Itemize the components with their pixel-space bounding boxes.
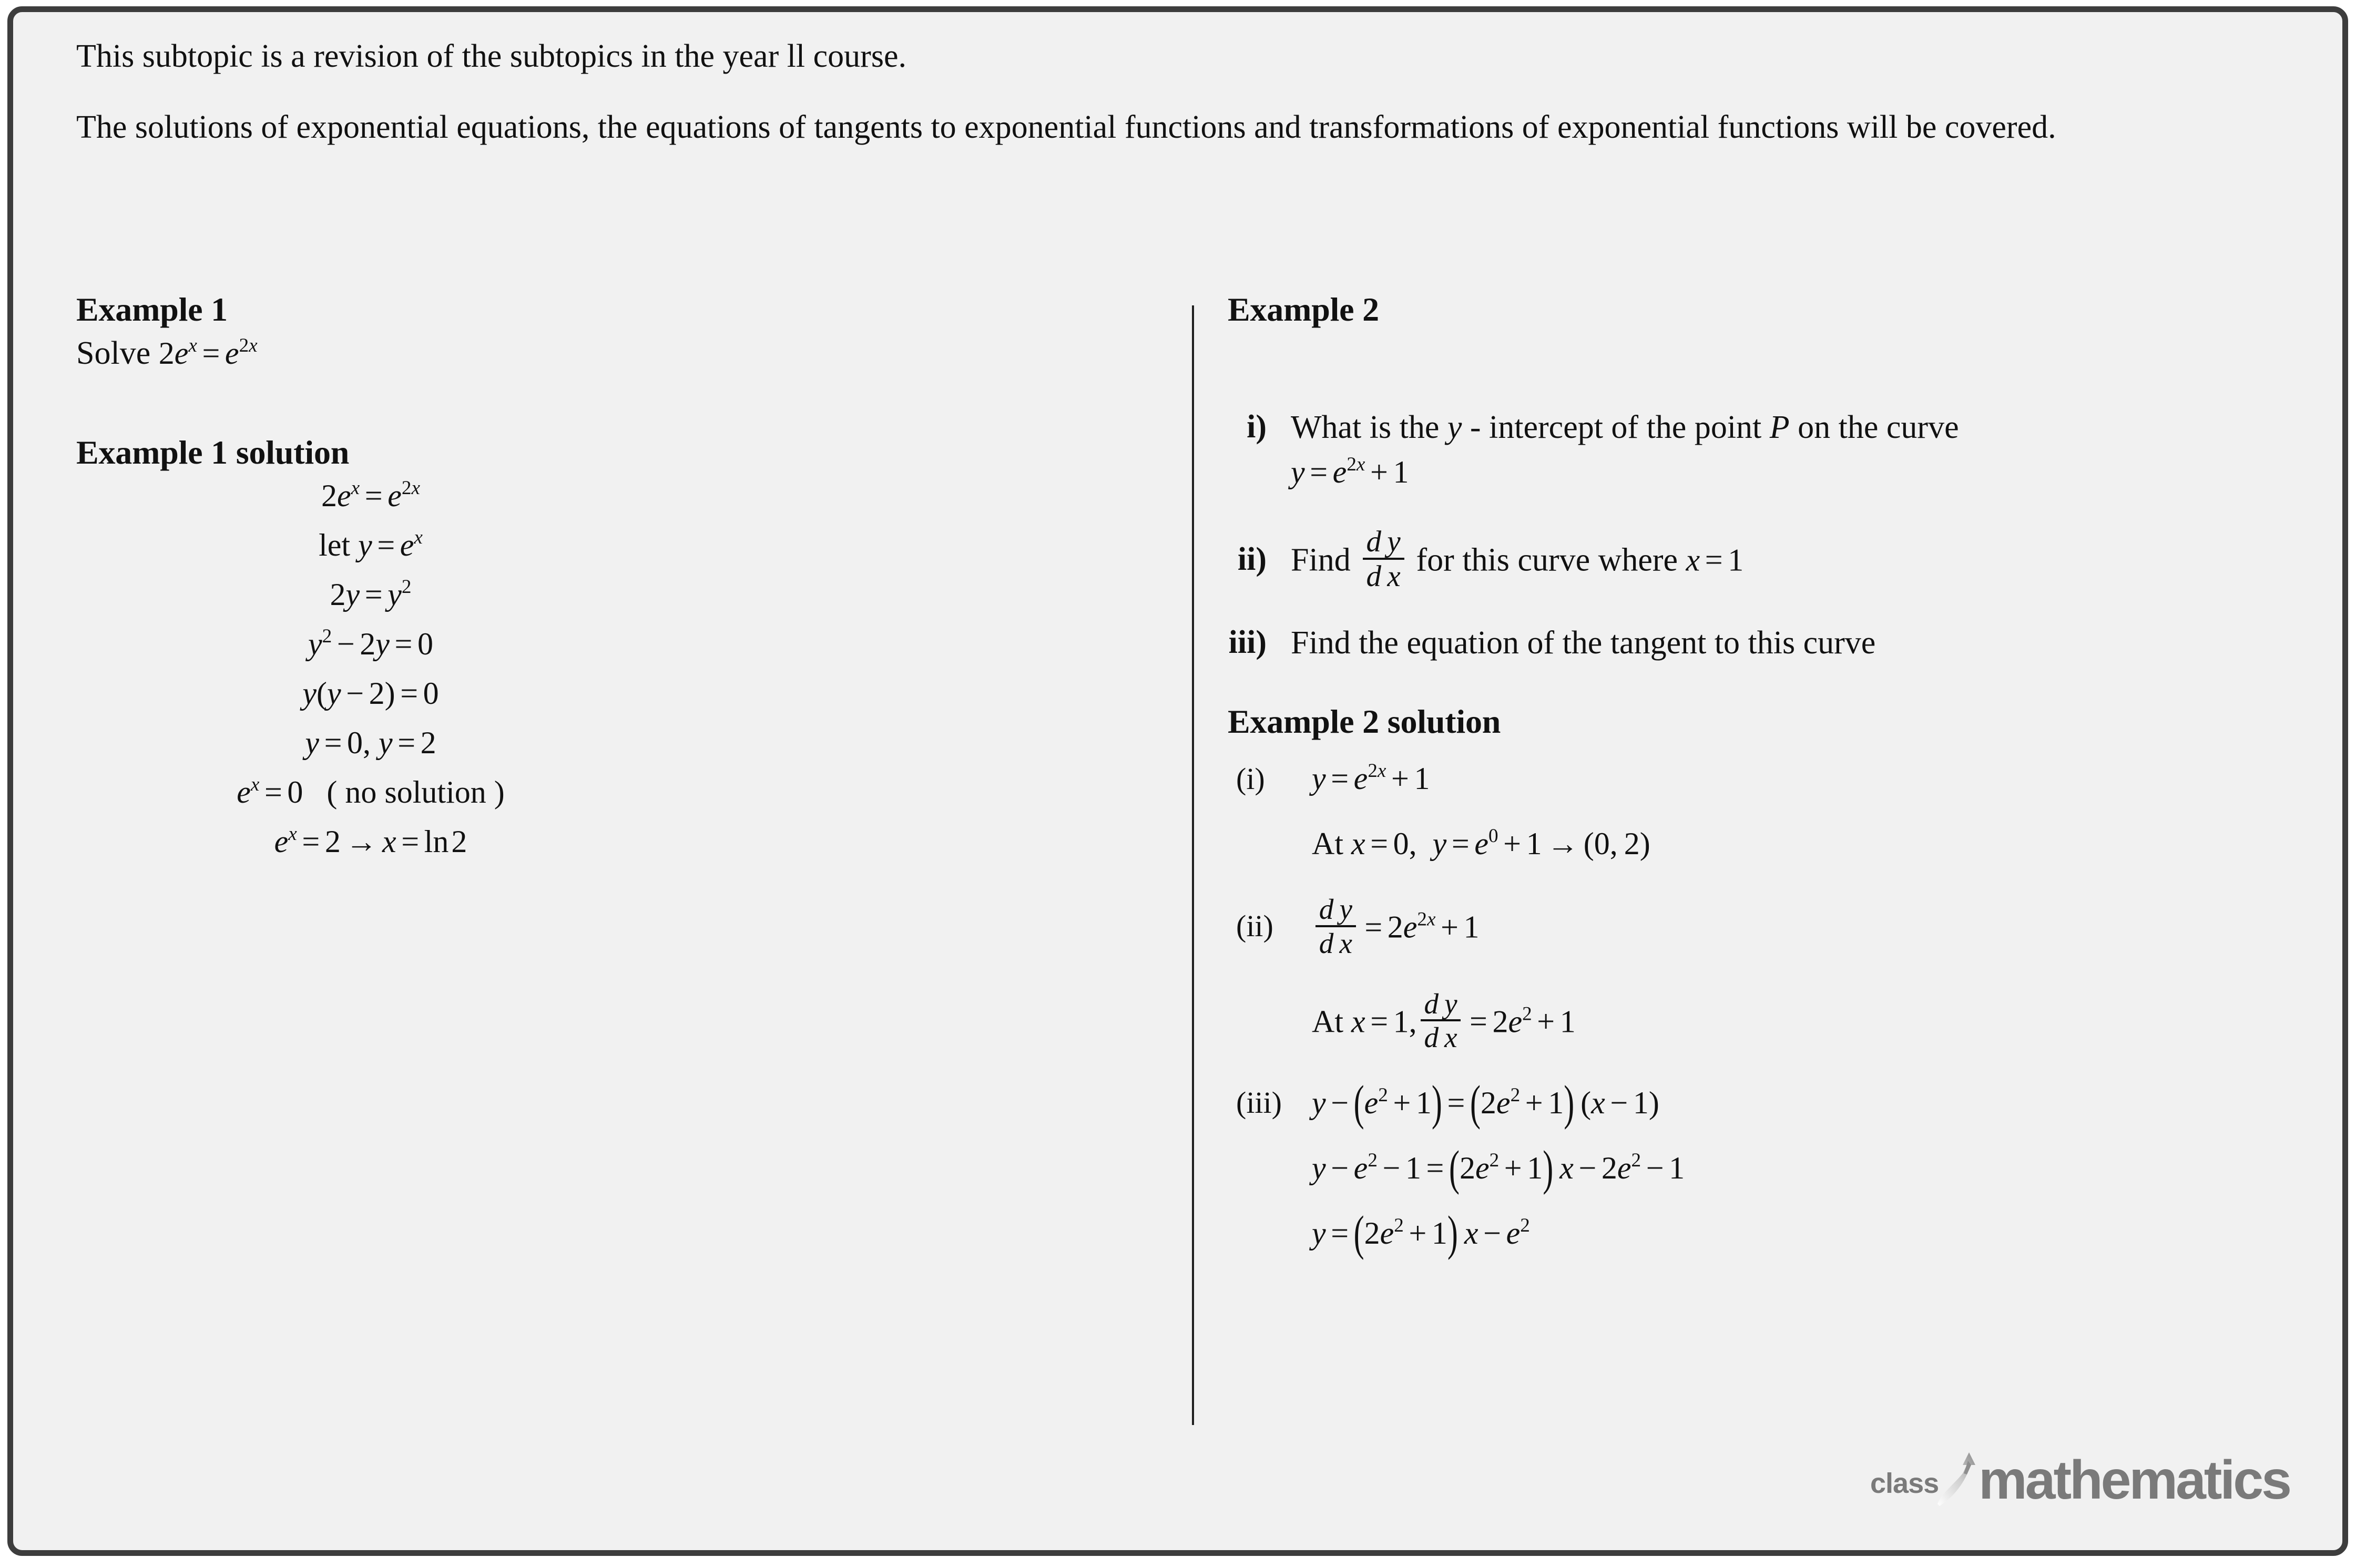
right-column — [1228, 291, 2300, 1260]
example-2-solution-list — [1228, 760, 2279, 1260]
document-page — [7, 6, 2348, 1556]
solution-equation-iii: $y - (e^2 + 1) = (2e^2 + 1) (x - 1)$ — [1312, 1076, 1659, 1130]
question-item-ii — [1228, 527, 2269, 591]
solution-equation-iii-b: $y - e^2 - 1 = (2e^2 + 1) x - 2e^2 - 1$ — [1312, 1141, 1685, 1195]
fraction-numerator: d y — [1319, 893, 1352, 926]
question-text-ii-lead: Find — [1291, 542, 1359, 578]
solution-row-i — [1228, 761, 2279, 796]
solution-step-5: y(y − 2) = 0 — [302, 675, 439, 711]
question-text-i-mid: - intercept of the point — [1462, 409, 1770, 445]
fraction-denominator: d x — [1424, 1021, 1457, 1054]
solution-marker-iii: (iii) — [1236, 1085, 1282, 1120]
question-text-ii — [1291, 527, 2269, 591]
left-column — [76, 291, 1170, 857]
fraction-dy-dx-eval — [1421, 989, 1461, 1052]
example-1-heading: Example 1 — [76, 291, 228, 328]
question-var-y: y — [1447, 409, 1462, 445]
solution-step-6: y = 0, y = 2 — [305, 725, 436, 760]
example-1-prompt-label: Solve — [76, 335, 159, 371]
question-text-i-lead: What is the — [1291, 409, 1447, 445]
page-content — [76, 37, 2290, 1529]
example-2-question-list — [1228, 407, 2269, 664]
example-1-prompt — [76, 334, 1170, 373]
column-divider — [1192, 305, 1194, 1425]
example-1-solution-steps — [76, 477, 665, 859]
solution-row-iii-c — [1228, 1206, 2279, 1260]
intro-paragraph-1: This subtopic is a revision of the subtopics in the year ll course. — [76, 38, 906, 74]
fraction-dy-dx — [1363, 527, 1404, 591]
logo-class-word: class — [1870, 1468, 1939, 1499]
fraction-numerator: d y — [1366, 525, 1401, 559]
solution-step-4: $y^2 - 2y = 0$ — [308, 625, 433, 661]
solution-step-2: let $y = e^x$ — [319, 526, 423, 562]
question-text-i-tail: on the curve — [1789, 409, 1959, 445]
logo-mathematics-word: mathematics — [1979, 1450, 2290, 1511]
solution-row-ii — [1228, 895, 2279, 957]
question-marker-i: i) — [1247, 408, 1267, 445]
solution-step-3: $2y = y^2$ — [330, 576, 412, 612]
intro-block — [76, 37, 2300, 147]
question-condition-ii: x = 1 — [1686, 542, 1744, 578]
solution-row-ii-eval — [1228, 989, 2279, 1052]
solution-equation-i-eval: At x = 0, $y = e^0 + 1 \to (0$, 2) — [1312, 825, 1650, 862]
two-column-body — [76, 291, 2300, 1437]
question-item-i — [1228, 407, 2269, 488]
question-item-iii — [1228, 623, 2269, 664]
question-marker-iii: iii) — [1228, 624, 1267, 661]
fraction-denominator: d x — [1319, 927, 1352, 959]
question-marker-ii: ii) — [1237, 541, 1267, 577]
solution-marker-i: (i) — [1236, 761, 1265, 796]
solution-step-1: $2e^x = e^{2x}$ — [321, 477, 420, 513]
solution-step-7: $e^x = 0$ ( no solution ) — [237, 773, 505, 809]
example-2-solution-heading: Example 2 solution — [1228, 702, 1501, 740]
fraction-numerator: d y — [1424, 987, 1457, 1020]
solution-equation-i: $y = e^{2x} + 1$ — [1312, 760, 1430, 796]
fraction-denominator: d x — [1366, 560, 1401, 593]
solution-row-i-eval — [1228, 826, 2279, 861]
question-text-ii-tail: for this curve where — [1408, 542, 1686, 578]
solution-row-iii — [1228, 1076, 2279, 1130]
question-formula-i: $y = e^{2x} + 1$ — [1291, 454, 1409, 490]
example-1-prompt-equation: $2e^x = e^{2x}$ — [158, 334, 258, 371]
fraction-dy-dx-solution — [1315, 895, 1355, 957]
question-var-p: P — [1769, 409, 1790, 445]
example-1-solution-heading: Example 1 solution — [76, 434, 350, 472]
swoosh-arrow-icon — [1936, 1449, 1982, 1507]
intro-paragraph-2: The solutions of exponential equations, the equations of tangents to exponential functions and transformations of exponential functions will be covered. — [76, 109, 2056, 146]
solution-row-iii-b — [1228, 1141, 2279, 1195]
question-text-iii: Find the equation of the tangent to this curve — [1291, 625, 1876, 661]
example-2-heading: Example 2 — [1228, 291, 1379, 328]
class-mathematics-logo — [1870, 1449, 2290, 1511]
question-text-i — [1291, 407, 2269, 488]
solution-equation-ii-eval: At x = 1, $\frac{\text{d y}}{\text{d x}}$ = $2e^2 + 1$ — [1312, 987, 1576, 1054]
solution-equation-iii-c: $y = (2e^2 + 1) x - e^2$ — [1312, 1206, 1530, 1260]
solution-equation-ii: $\frac{\text{d y}}{\text{d x}}$ = $2e^{2x} + 1$ — [1312, 895, 2279, 957]
solution-marker-ii: (ii) — [1236, 909, 1273, 944]
solution-step-8: $e^x = 2 \to x = \ln$ 2 — [274, 823, 467, 859]
